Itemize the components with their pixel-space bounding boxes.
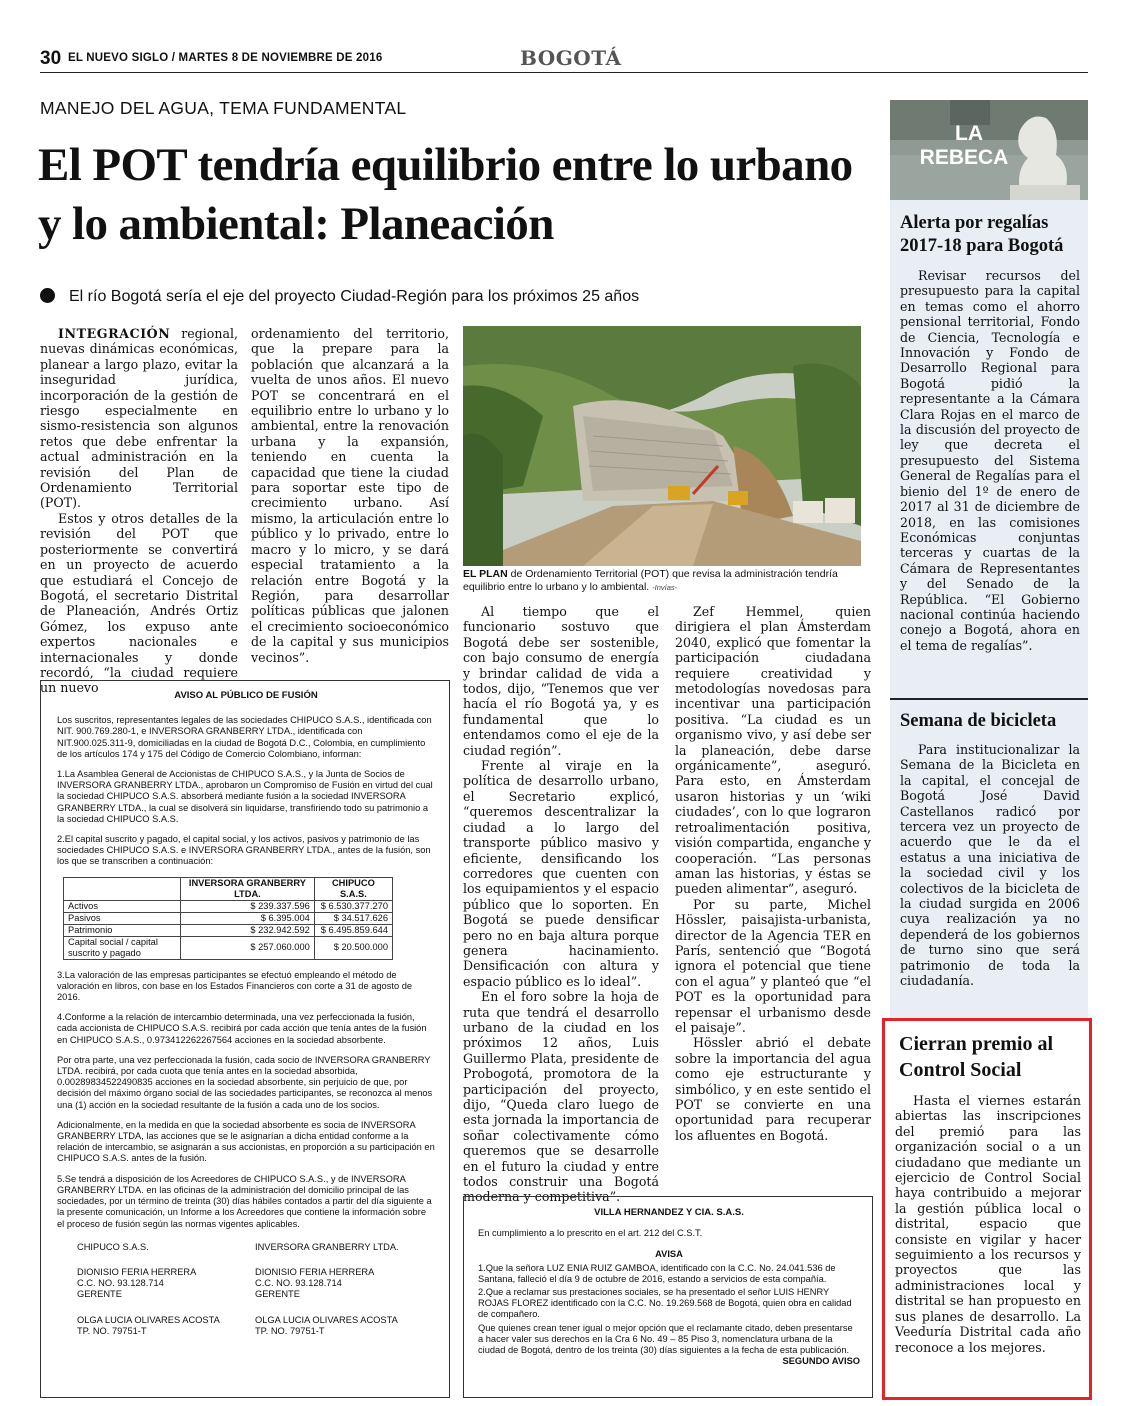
ad-villa-intro: En cumplimiento a lo prescrito en el art. 212 del C.S.T. xyxy=(478,1228,703,1239)
article-photo xyxy=(463,326,861,566)
ad-fusion-paragraph-7: Adicionalmente, en la medida en que la sociedad absorbente es socia de INVERSORA GRANBERRY LTDA, las acciones que se le asignarían a dicha entidad conforme a la relación de intercambio, se asignarán a sus accionistas, en proporción a su participación en CHIPUCO S.A.S. antes de la fusión. xyxy=(57,1119,435,1164)
signatory-name: DIONISIO FERIA HERRERA xyxy=(77,1266,197,1277)
signatory-name: OLGA LUCIA OLIVARES ACOSTA xyxy=(77,1314,220,1325)
column-1-paragraph-2: Estos y otros detalles de la revisión del POT que posteriormente se convertirá en un proyecto de acuerdo que estudiará el Concejo de Bogotá, el secretario Distrital de Planeación, Andrés Ortiz Gómez, los expuso ante expertos nacionales e internacionales y donde recordó, “la ciudad requiere un nuevo xyxy=(40,510,238,696)
sidebar-headline-3: Cierran premio al Control Social xyxy=(899,1033,1054,1081)
column-4-paragraph-3: Hössler abrió el debate sobre la importancia del agua como eje estructurante y simbólico, y en este sentido el POT se convierte en una oportunidad para recuperar los afluentes en Bogotá. xyxy=(675,1035,871,1143)
article-column-4 xyxy=(675,604,871,1143)
signature-block-right xyxy=(255,1242,433,1337)
caption-lead: EL PLAN xyxy=(463,568,508,580)
sidebar-divider xyxy=(890,698,1088,700)
table-header-row xyxy=(64,877,393,900)
ad-fusion-paragraph-6: Por otra parte, una vez perfeccionada la fusión, cada socio de INVERSORA GRANBERRY LTDA. recibirá, por cada cuota que tenía antes en la sociedad absorbida, 0.00289834522490835 acciones en la sociedad absorbente, sin perjuicio de que, por decisión del máximo órgano social de las sociedades participantes, se reconozca al menos una (1) acción en la sociedad resultante de la fusión a cada uno de los socios. xyxy=(57,1054,433,1110)
badge-line-1: LA xyxy=(955,122,983,145)
table-cell: $ 6.495.859.644 xyxy=(314,924,392,936)
table-cell: Activos xyxy=(64,900,181,912)
ad-fusion-notice xyxy=(40,680,450,1398)
page-number: 30 xyxy=(40,48,62,69)
lead-word: INTEGRACIÓN xyxy=(58,326,171,341)
table-row xyxy=(64,912,393,924)
table-cell: Patrimonio xyxy=(64,924,181,936)
sidebar-story-2 xyxy=(900,742,1080,989)
table-cell: $ 232.942.592 xyxy=(181,924,315,936)
sidebar-story-1 xyxy=(900,268,1080,653)
la-rebeca-badge xyxy=(919,122,1012,170)
table-header: CHIPUCO S.A.S. xyxy=(314,877,392,900)
article-headline: El POT tendría equilibrio entre lo urbano y lo ambiental: Planeación xyxy=(38,139,853,250)
table-cell: $ 239.337.596 xyxy=(181,900,315,912)
table-row xyxy=(64,924,393,936)
article-kicker: MANEJO DEL AGUA, TEMA FUNDAMENTAL xyxy=(40,98,407,118)
signatory-name: OLGA LUCIA OLIVARES ACOSTA xyxy=(255,1314,398,1325)
ad-villa-footer: SEGUNDO AVISO xyxy=(782,1356,860,1367)
table-row xyxy=(64,936,393,959)
table-cell: $ 257.060.000 xyxy=(181,936,315,959)
table-cell: $ 34.517.626 xyxy=(314,912,392,924)
article-column-3 xyxy=(463,604,659,1205)
column-2-paragraph-1: ordenamiento del territorio, que la prepare para la población que alcanzará a la vuelta de unos años. El nuevo POT se concentrará en el equilibrio entre lo urbano y lo ambiental, entre la renovación urbana y la expansión, teniendo en cuenta la capacidad que tiene la ciudad para soportar este tipo de crecimiento urbano. Así mismo, la articulación entre lo público y lo privado, entre lo macro y lo micro, y se dará especial tratamiento a la relación entre Bogotá y la Región, para desarrollar políticas públicas que jalonen el crecimiento socioeconómico de la capital y sus municipios vecinos”. xyxy=(251,326,449,665)
ad-villa-paragraph-3: Que quienes crean tener igual o mejor opción que el reclamante citado, deben presentarse a hacer valer sus derechos en la Cra 6 No. 49 – 85 Piso 3, nomenclatura urbana de la ciudad de Bogotá, dentro de los treinta (30) días siguientes a la fecha de esta publicación. xyxy=(478,1322,853,1356)
ad-fusion-paragraph-5: 4.Conforme a la relación de intercambio determinada, una vez perfeccionada la fusión, cada accionista de CHIPUCO S.A.S. recibirá por cada acción que tenía antes de la fusión en CHIPUCO S.A.S., 0.973412262267564 acciones en la sociedad absorbente. xyxy=(57,1012,427,1045)
table-row xyxy=(64,900,393,912)
article-column-1 xyxy=(40,326,238,696)
signature-company: CHIPUCO S.A.S. xyxy=(77,1241,149,1252)
article-subhead xyxy=(40,288,860,306)
table-cell: $ 6.395.004 xyxy=(181,912,315,924)
table-header: INVERSORA GRANBERRY LTDA. xyxy=(181,877,315,900)
ad-villa-paragraph-1: 1.Que la señora LUZ ENIA RUIZ GAMBOA, identificado con la C.C. No. 24.041.536 de Santana, falleció el día 9 de octubre de 2016, estando a servicios de esta compañía. xyxy=(478,1262,836,1284)
column-4-paragraph-2: Por su parte, Michel Hössler, paisajista-urbanista, director de la Agencia TER en París, sentenció que “Bogotá ignora el potencial que tiene con el agua” y planteó que “el POT es la oportunidad para repensar el urbanismo desde el paisaje”. xyxy=(675,896,871,1035)
column-3-paragraph-1: Al tiempo que el funcionario sostuvo que Bogotá debe ser sostenible, con bajo consumo de energía y brindar calidad de vida a todos, dijo, “Tenemos que ver hacía el río Bogotá ya, y es fundamental que lo entendamos como el eje de la ciudad región”. xyxy=(463,604,659,758)
sidebar-story-3 xyxy=(895,1093,1081,1355)
column-3-paragraph-3: En el foro sobre la hoja de ruta que tendrá el desarrollo urbano de la ciudad en los próximos 12 años, Luis Guillermo Plata, presidente de Probogotá, promotora de la participación del proyecto, dijo, “Queda claro luego de esta jornada la importancia de soñar colectivamente cómo queremos que se desarrolle en el futuro la ciudad y entre todos construir una Bogotá moderna y competitiva”. xyxy=(463,989,659,1205)
construction-hillside-photo xyxy=(463,326,861,566)
financial-table xyxy=(63,877,393,960)
ad-fusion-paragraph-4: 3.La valoración de las empresas participantes se efectuó empleando el método de valoración en libros, con base en los Estados Financieros con corte a 31 de agosto de 2016. xyxy=(57,969,413,1003)
sidebar-story-1-text: Revisar recursos del presupuesto para la capital en temas como el ahorro pensional territorial, Fondo de Ciencia, Tecnología e Innovación y Fondo de Desarrollo Regional para Bogotá pidió la representante a la Cámara Clara Rojas en el marco de la discusión del proyecto de ley que decreta el presupuesto del Sistema General de Regalías para el bienio del 1º de enero de 2017 al 31 de diciembre de 2018, en las comisiones Económicas conjuntas terceras y cuartas de la Cámara de Representantes y del Senado de la República. “El Gobierno nacional continúa haciendo conejo a Bogotá, ahora en el tema de regalías”. xyxy=(900,268,1080,653)
ad-villa-notice xyxy=(463,1196,873,1398)
masthead xyxy=(40,48,1088,73)
ad-fusion-title: AVISO AL PÚBLICO DE FUSIÓN xyxy=(174,690,318,701)
ad-fusion-paragraph-2: 1.La Asamblea General de Accionistas de CHIPUCO S.A.S., y la Junta de Socios de INVERSORA GRANBERRY LTDA., aprobaron un Compromiso de Fusión en virtud del cual la sociedad CHIPUCO S.A.S. absorberá mediante fusión a la sociedad INVERSORA GRANBERRY LTDA., la cual se disolverá sin liquidarse, transfiriendo todo su patrimonio a la sociedad CHIPUCO S.A.S. xyxy=(57,769,433,824)
ad-fusion-paragraph-3: 2.El capital suscrito y pagado, el capital social, y los activos, pasivos y patrimonio de las sociedades CHIPUCO S.A.S. e INVERSORA GRANBERRY LTDA., antes de la fusión, son los que se transcriben a continuación: xyxy=(57,834,431,867)
table-header xyxy=(64,877,181,900)
column-1-paragraph-1: regional, nuevas dinámicas económicas, planear a largo plazo, evitar la inseguridad jurídica, incorporación de la gestión de riesgo especialmente en sismo-resistencia son algunos retos que debe enfrentar la actual administración en la revisión del Plan de Ordenamiento Territorial (POT). xyxy=(40,326,238,511)
signatory-id: TP. NO. 79751-T xyxy=(255,1325,325,1336)
signatory-role: GERENTE xyxy=(255,1289,300,1300)
table-cell: $ 6.530.377.270 xyxy=(314,900,392,912)
ad-villa-avisa: AVISA xyxy=(655,1249,683,1260)
signatory-id: C.C. NO. 93.128.714 xyxy=(77,1278,164,1289)
sidebar-headline-1: Alerta por regalías 2017-18 para Bogotá xyxy=(900,213,1064,256)
article-column-2 xyxy=(251,326,449,665)
signatory-id: C.C. NO. 93.128.714 xyxy=(255,1278,342,1289)
section-name: BOGOTÁ xyxy=(520,46,622,70)
column-3-paragraph-2: Frente al viraje en la política de desarrollo urbano, el Secretario explicó, “queremos descentralizar la ciudad a lo largo del transporte público masivo y eficiente, densificando los corredores que cuenten con los equipamientos y el espacio público que lo soporten. En Bogotá se puede densificar pero no en baja altura porque genera hacinamiento. Densificación con altura y espacio público es lo ideal”. xyxy=(463,758,659,989)
ad-fusion-paragraph-1: Los suscritos, representantes legales de las sociedades CHIPUCO S.A.S., identificada con NIT. 900.769.280-1, e INVERSORA GRANBERRY LTDA., identificada con NIT.900.025.311-9, domiciliadas en la ciudad de Bogotá D.C., Colombia, en cumplimiento de los artículos 174 y 175 del Código de Comercio Colombiano, informan: xyxy=(57,715,432,759)
caption-text: de Ordenamiento Territorial (POT) que revisa la administración tendría equilibrio entre lo urbano y lo ambiental. xyxy=(463,568,838,593)
highlighted-story-box xyxy=(882,1018,1092,1400)
bullet-icon xyxy=(40,288,55,303)
ad-villa-paragraph-2: 2.Que a reclamar sus prestaciones sociales, se ha presentado el señor LUIS HENRY ROJAS FLOREZ identificado con la C.C. No. 19.269.568 de Bogotá, quien obra en calidad de compañero. xyxy=(478,1287,852,1320)
paper-date-line: EL NUEVO SIGLO / MARTES 8 DE NOVIEMBRE DE 2016 xyxy=(68,52,383,64)
ad-fusion-signatures xyxy=(57,1242,435,1337)
table-cell: Capital social / capital suscrito y pagado xyxy=(64,936,181,959)
signatory-role: GERENTE xyxy=(77,1289,122,1300)
signatory-id: TP. NO. 79751-T xyxy=(77,1325,147,1336)
signature-block-left xyxy=(57,1242,255,1337)
sidebar-story-3-text: Hasta el viernes estarán abiertas las inscripciones del premió para las organización social o a un ciudadano que mediante un ejercicio de Control Social haya contribuido a mejorar la gestión pública local o distrital, espacio que consiste en vigilar y hacer seguimiento a los recursos y proyectos que las administraciones local y distrital se han propuesto en sus planes de desarrollo. La Veeduría Distrital cada año reconoce a los mejores. xyxy=(895,1093,1081,1355)
table-cell: $ 20.500.000 xyxy=(314,936,392,959)
la-rebeca-header-image xyxy=(890,100,1088,200)
ad-villa-title: VILLA HERNANDEZ Y CIA. S.A.S. xyxy=(594,1207,744,1218)
ad-fusion-paragraph-8: 5.Se tendrá a disposición de los Acreedores de CHIPUCO S.A.S., y de INVERSORA GRANBERRY LTDA. en las oficinas de la administración del domicilio principal de las sociedades, por un término de treinta (30) días hábiles contados a partir del día siguiente a la presente comunicación, un Informe a los Acreedores que contiene la información sobre el proceso de fusión según las normas vigentes aplicables. xyxy=(57,1173,432,1229)
sidebar-story-2-text: Para institucionalizar la Semana de la Bicicleta en la capital, el concejal de Bogotá José David Castellanos radicó por tercera vez un proyecto de acuerdo que le da el estatus a una iniciativa de la sociedad civil y los colectivos de la bicicleta de la ciudad surgida en 2006 cuya realización ya no dependerá de los gobiernos de turno sino que será patrimonio de toda la ciudadanía. xyxy=(900,742,1080,989)
signatory-name: DIONISIO FERIA HERRERA xyxy=(255,1266,375,1277)
sidebar-headline-2: Semana de bicicleta xyxy=(900,711,1057,731)
badge-line-2: REBECA xyxy=(919,146,1009,169)
photo-caption xyxy=(463,568,861,594)
column-4-paragraph-1: Zef Hemmel, quien dirigiera el plan Ámsterdam 2040, explicó que fomentar la participación ciudadana requiere creatividad y metodologías novedosas para incentivar una participación positiva. “La ciudad es un organismo vivo, y así debe ser la planeación, debe darse orgánicamente”, aseguró. Para esto, en Ámsterdam usaron historias y un ‘wiki ciudades’, con lo que lograron retroalimentación positiva, visión compartida, enganche y cooperación. “Las personas aman las historias, y éstas se pueden alimentar”, aseguró. xyxy=(675,604,871,897)
table-cell: Pasivos xyxy=(64,912,181,924)
signature-company: INVERSORA GRANBERRY LTDA. xyxy=(255,1241,399,1252)
photo-credit: -Invías- xyxy=(652,583,678,592)
subhead-text: El río Bogotá sería el eje del proyecto Ciudad-Región para los próximos 25 años xyxy=(69,288,640,305)
